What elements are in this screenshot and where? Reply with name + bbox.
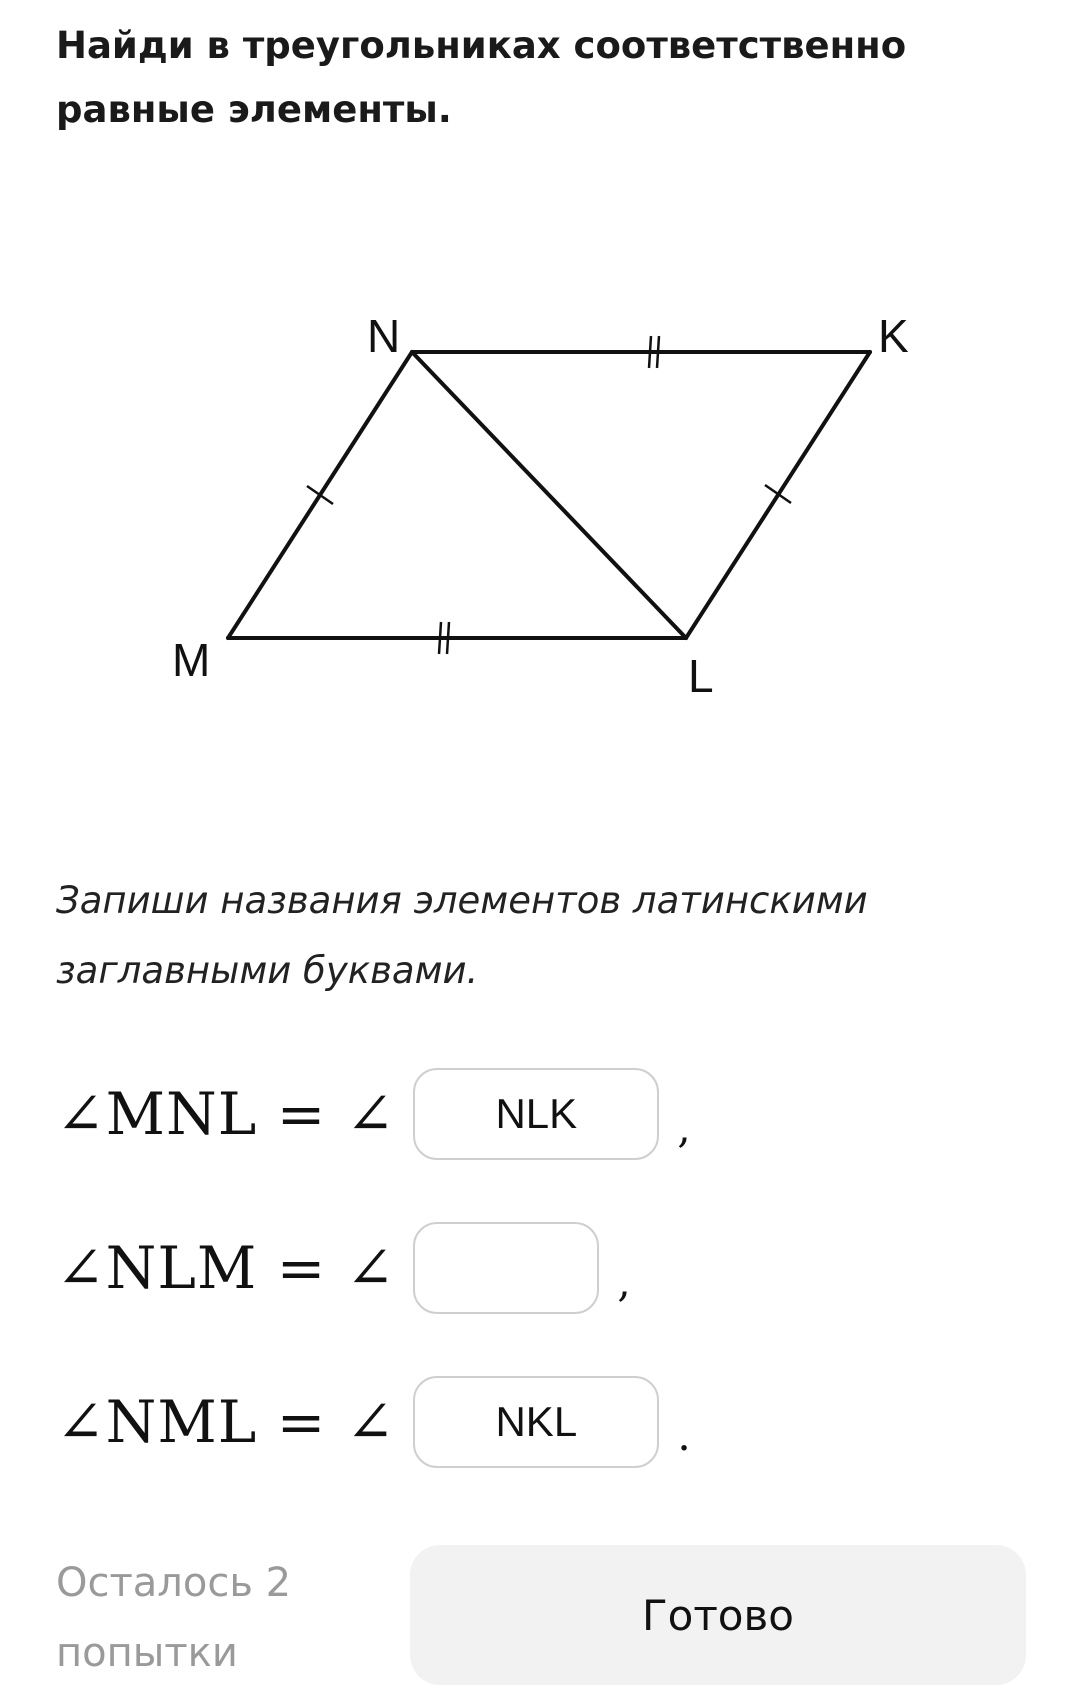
vertex-label-K: K bbox=[878, 310, 909, 362]
attempts-remaining: Осталось 2 попытки bbox=[56, 1560, 292, 1676]
vertex-label-N: N bbox=[367, 310, 401, 362]
submit-button[interactable]: Готово bbox=[410, 1545, 1026, 1685]
tick-MN bbox=[307, 486, 333, 504]
equation-row-1 bbox=[56, 1066, 691, 1162]
answer-input-2[interactable] bbox=[413, 1222, 599, 1314]
equation-punct: . bbox=[677, 1410, 691, 1460]
equation-lhs: ∠MNL = ∠ bbox=[56, 1080, 396, 1148]
equation-punct: , bbox=[617, 1256, 631, 1306]
tick-KL bbox=[765, 485, 791, 503]
segment-NL bbox=[412, 352, 686, 638]
tick-NK-2 bbox=[657, 336, 659, 368]
vertex-label-L: L bbox=[688, 650, 714, 702]
equation-lhs: ∠NLM = ∠ bbox=[56, 1234, 396, 1302]
vertex-label-M: M bbox=[172, 634, 211, 686]
parallelogram-figure bbox=[0, 0, 1080, 760]
equation-row-3 bbox=[56, 1374, 691, 1470]
answer-input-3[interactable] bbox=[413, 1376, 659, 1468]
instruction-text: Запиши названия элементов латинскими заглавными буквами. bbox=[56, 879, 868, 992]
tick-ML-1 bbox=[439, 622, 441, 654]
tick-NK-1 bbox=[649, 336, 651, 368]
tick-ML-2 bbox=[447, 622, 449, 654]
equation-lhs: ∠NML = ∠ bbox=[56, 1388, 396, 1456]
equation-punct: , bbox=[677, 1102, 691, 1152]
answer-input-1[interactable] bbox=[413, 1068, 659, 1160]
task-title: Найди в треугольниках соответственно равные элементы. bbox=[56, 24, 907, 131]
equation-row-2 bbox=[56, 1220, 631, 1316]
